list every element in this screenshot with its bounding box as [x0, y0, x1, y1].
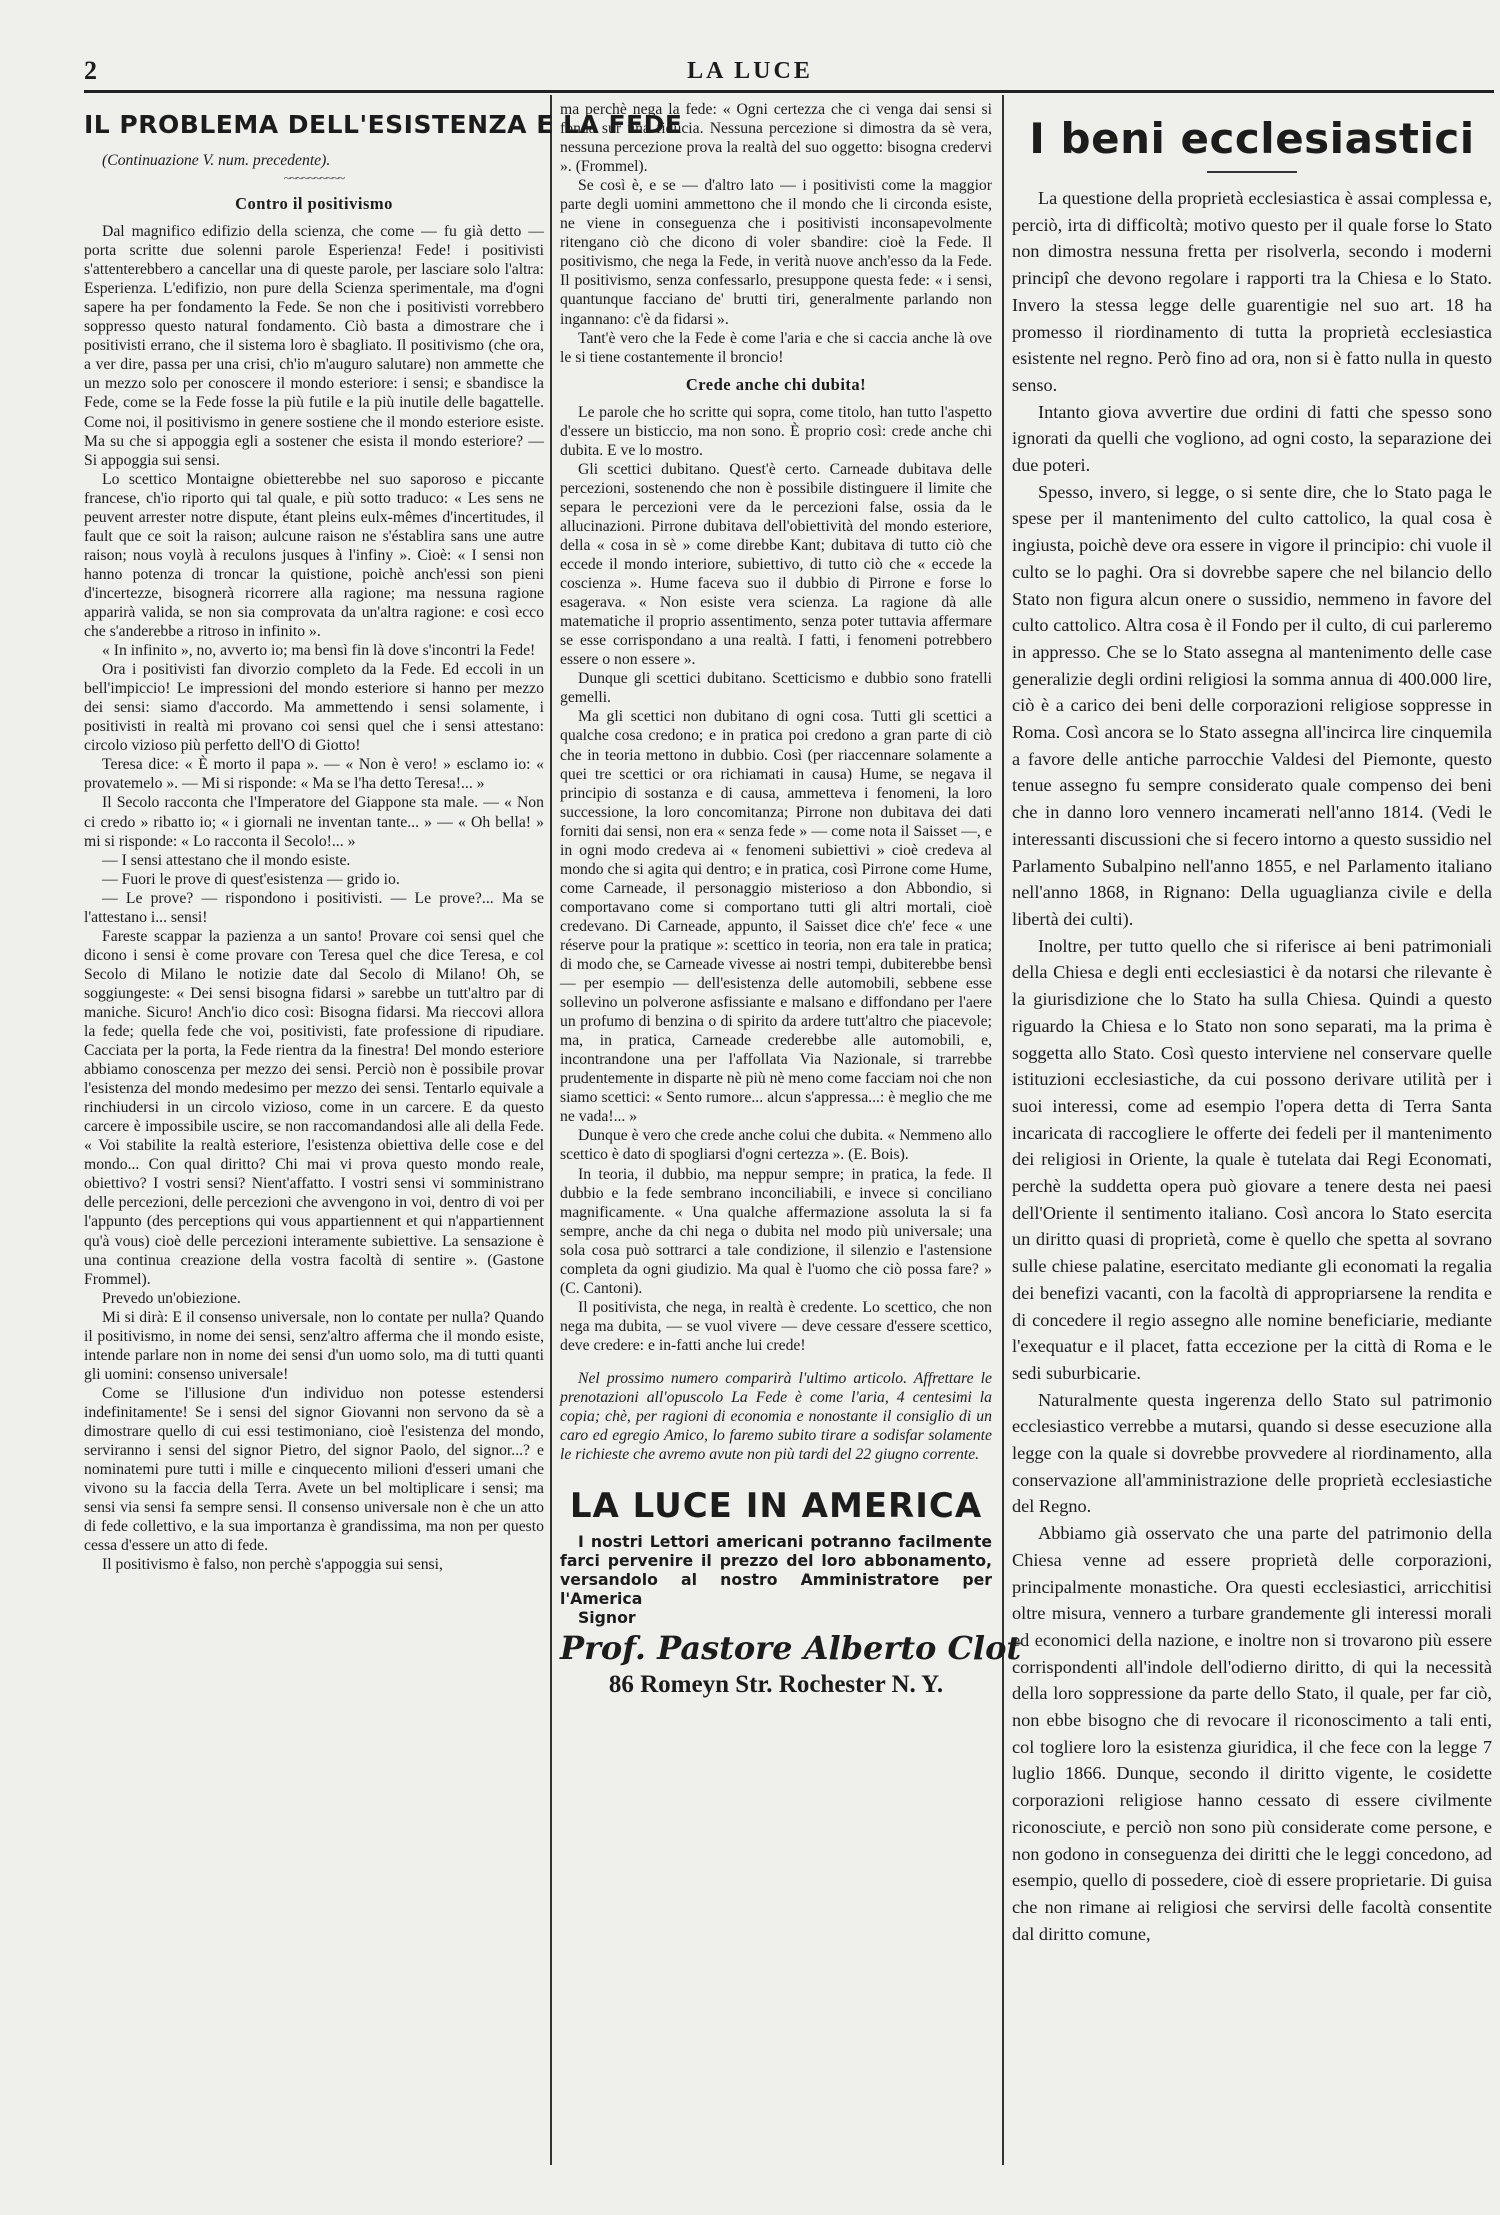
- paragraph: Inoltre, per tutto quello che si riferisce ai beni patrimoniali della Chiesa e degli enti ecclesiastici è da notarsi che rilevante è la giurisdizione che lo Stato ha sulla Chiesa. Quindi a questo riguardo la Chiesa e lo Stato non sono separati, ma la prima è soggetta allo Stato. Così questo interviene nel conservare quelle istituzioni ecclesiastiche, da cui possono derivare utilità per i suoi interessi, come ad esempio l'opera detta di Terra Santa incaricata di raccogliere le offerte dei fedeli per il mantenimento dei religiosi in Oriente, la quale è tutelata dai Regi Economati, perchè la suddetta opera può giovare a tenere desta nei paesi dell'Oriente il sentimento italiano. Così ancora lo Stato esercita un diritto quasi di proprietà, come è quello che spetta al sovrano sulle chiese palatine, esercitato mediante gli economati la regalia dei benefizi vacanti, con la facoltà di appropriarsene la rendita e di concedere il regio assegno alle nomine beneficiarie, mediante l'exequatur e il placet, fatta eccezione per la città di Roma e le sedi suburbicarie.: [1012, 935, 1492, 1383]
- paragraph: Intanto giova avvertire due ordini di fatti che spesso sono ignorati da quelli che vogliono, ad ogni costo, la separazione dei due poteri.: [1012, 401, 1492, 476]
- paragraph: Dal magnifico edifizio della scienza, che come — fu già detto — porta scritte due solenni parole Esperienza! Fede! i positivisti s'attenterebbero a cancellar una di queste parole, per lasciare solo l'altra: Esperienza. L'edifizio, non pure della Scienza sperimentale, ma d'ogni sapere ha per fondamento la Fede. Se non che i positivisti vorrebbero soppresso questo natural fondamento. Ciò basta a dimostrare che i positivisti errano, che il sistema loro è sbagliato. Il positivismo (che ora, a ver dire, passa per una crisi, ch'io m'auguro salutare) non ammette che un mezzo solo per conoscere il mondo esteriore: i sensi; e sbandisce la Fede, come se la Fede fosse la più futile e la più inutile delle bagattelle. Come noi, il positivismo in genere sostiene che il mondo esteriore esiste. Ma su che si appoggia egli a sostener che esista il mondo esteriore? — Si appoggia sui sensi.: [84, 223, 544, 469]
- article-title: IL PROBLEMA DELL'ESISTENZA E LA FEDE: [84, 110, 683, 139]
- paragraph: « In infinito », no, avverto io; ma bensì fin là dove s'incontri la Fede!: [102, 642, 536, 660]
- paragraph: — Le prove? — rispondono i positivisti. — Le prove?... Ma se l'attestano i... sensi!: [84, 889, 544, 926]
- paragraph: Spesso, invero, si legge, o si sente dire, che lo Stato paga le spese per il mantenimento del culto cattolico, la qual cosa è ingiusta, poichè deve ora essere in vigore il principio: chi vuole il culto se lo paghi. Ora si dovrebbe sapere che nel bilancio dello Stato non figura alcun onere o sussidio, nemmeno in favore del culto cattolico. Altra cosa è il Fondo per il culto, di cui parleremo in appresso. Che se lo Stato assegna al mantenimento delle case generalizie degli ordini religiosi la somma annua di 400.000 lire, ciò è a carico dei beni delle corporazioni religiose soppresse in Roma. Così ancora se lo Stato assegna all'incirca lire cinquemila a favore delle antiche parrocchie Valdesi del Piemonte, questo tenue assegno fu sempre considerato quale compenso dei beni che in danno loro vennero incamerati nell'anno 1814. (Vedi le interessanti discussioni che si fecero intorno a questo sussidio nel Parlamento Subalpino nell'anno 1855, e nel Parlamento italiano nell'anno 1868, in Rignano: Della uguaglianza civile e della libertà dei culti).: [1012, 481, 1492, 929]
- advertisement: [560, 1486, 1022, 1699]
- column-2: [560, 100, 1022, 2160]
- paragraph: Il Secolo racconta che l'Imperatore del Giappone sta male. — « Non ci credo » ribatto io; « i giornali ne inventan tante... » — « Oh bella! » mi si risponde: « Lo racconta il Secolo!... »: [84, 794, 544, 850]
- paragraph: Teresa dice: « È morto il papa ». — « Non è vero! » esclamo io: « provatemelo ». — Mi si risponde: « Ma se l'ha detto Teresa!... »: [84, 756, 544, 793]
- ad-title: LA LUCE IN AMERICA: [569, 1486, 983, 1527]
- paragraph: Dunque è vero che crede anche colui che dubita. « Nemmeno allo scettico è dato di spogliarsi d'ogni certezza ». (E. Bois).: [560, 1127, 992, 1164]
- ad-contact-name: Prof. Pastore Alberto Clot: [560, 1629, 1022, 1668]
- header-rule: [84, 90, 1494, 93]
- paragraph: Tant'è vero che la Fede è come l'aria e che si caccia anche là ove le si tiene costantemente il broncio!: [560, 329, 992, 366]
- notice-box: [560, 1369, 992, 1464]
- paragraph: Mi si dirà: E il consenso universale, non lo contate per nulla? Quando il positivismo, in nome dei sensi, senz'altro afferma che il mondo esiste, intende parlare non in nome dei sensi d'un uomo solo, ma di tutti quanti gli uomini: consenso universale!: [84, 1308, 544, 1383]
- ad-signor: Signor: [578, 1608, 636, 1628]
- article-title: I beni ecclesiastici: [1029, 114, 1475, 163]
- column-divider-1: [550, 95, 552, 2165]
- column-divider-2: [1002, 95, 1004, 2165]
- section-heading: Crede anche chi dubita!: [685, 374, 867, 394]
- running-title: LA LUCE: [687, 58, 813, 84]
- paragraph: Come se l'illusione d'un individuo non potesse estendersi indefinitamente! Se i sensi del signor Giovanni non servono da sè a dimostrare quello di cui essi testimoniano, cioè l'esistenza del mondo, serviranno i sensi del signor Pietro, del signor Paolo, del signor...? e nominatemi pure tutti i mille e cinquecento milioni d'esseri umani che vivono su la faccia della Terra. Avete un bel moltiplicare i sensi; ma sensi via sensi fa sempre sensi. Il consenso universale non è che un atto di fede collettivo, e la sua importanza è grandissima, ma non per questo cessa d'essere un atto di fede.: [84, 1384, 544, 1555]
- paragraph: — Fuori le prove di quest'esistenza — grido io.: [102, 870, 400, 888]
- paragraph: Ora i positivisti fan divorzio completo da la Fede. Ed eccoli in un bell'impiccio! Le impressioni del mondo esteriore si hanno per mezzo dei sensi: siamo d'accordo. Ma ammettendo i sensi solamente, i positivisti in realtà mi provano coi sensi quel che i sensi attestano: circolo vizioso più perfetto dell'O di Giotto!: [84, 661, 544, 755]
- paragraph: In teoria, il dubbio, ma neppur sempre; in pratica, la fede. Il dubbio e la fede sembrano inconciliabili, e invece si conciliano magnificamente. « Una qualche affermazione assoluta la si fa sempre, anche da chi nega o dubita nel modo più universale; una sola cosa può sottrarci a tale condizione, il silenzio e l'astensione completa da ogni giudizio. Ma qual è l'uomo che ciò possa fare? » (C. Cantoni).: [560, 1165, 992, 1297]
- paragraph: Abbiamo già osservato che una parte del patrimonio della Chiesa venne ad essere proprietà delle corporazioni, principalmente monastiche. Ora questi ecclesiastici, arricchitisi oltre misura, vennero a turbare grandemente gli interessi morali ed economici della nazione, e inoltre non si trovarono più essere corrispondenti all'indole dell'odierno diritto, di qui la necessità della loro soppressione da parte dello Stato, il quale, per far ciò, non ebbe bisogno che di revocare il riconoscimento a tali enti, col togliere loro la esistenza giuridica, il che fece con la legge 7 luglio 1866. Dunque, secondo il diritto vigente, le cosidette corporazioni religiose hanno cessato di essere civilmente riconosciute, e perciò non sono più considerate come persone, e non godono in conseguenza dei diritti che le leggi concedono, ad esempio, quello di possedere, cioè di essere proprietarie. Di guisa che non rimane ai religiosi che servirsi delle facoltà consentite dal diritto comune,: [1012, 1523, 1492, 1944]
- paragraph: Fareste scappar la pazienza a un santo! Provare coi sensi quel che dicono i sensi è come provare con Teresa quel che dice Teresa, e col Secolo di Milano le notizie date dal Secolo di Milano! Oh, se soggiungeste: « Dei sensi bisogna fidarsi » sarebbe un tutt'altro par di maniche. Sicuro! Anch'io dico così: Bisogna fidarsi. Ma rieccovi allora la fede; quella fede che voi, positivisti, fate professione di ripudiare. Cacciata per la porta, la Fede rientra da la finestra! Del mondo esteriore abbiamo conoscenza per mezzo dei sensi. Perciò non è possibile provar l'esistenza del mondo medesimo per mezzo dei sensi. Tentarlo equivale a rinchiudersi in un circolo vizioso, come in un carcere. E da questo carcere è impossibile uscire, se non raccomandandosi alle ali della Fede. « Voi stabilite la realtà esteriore, l'esistenza obiettiva delle cose e del mondo... Con qual diritto? Chi mai vi prova questo mondo reale, obiettivo? I vostri sensi? Nient'affatto. I vostri sensi vi somministrano delle percezioni, delle percezioni che avvengono in voi, dentro di voi per l'appunto (des perceptions qui vous appartiennent et qui n'appartiennent qu'à vous) cioè delle percezioni interamente subiettive. La sensazione è una continua creazione della vostra facoltà di sentire ». (Gastone Frommel).: [84, 927, 544, 1288]
- paragraph: Naturalmente questa ingerenza dello Stato sul patrimonio ecclesiastico verrebbe a mutarsi, quando si desse esecuzione alla legge con la quale si dovrebbe provvedere al riordinamento, alla conservazione all'amministrazione delle proprietà ecclesiastiche del Regno.: [1012, 1389, 1492, 1517]
- ad-body: I nostri Lettori americani potranno facilmente farci pervenire il prezzo del loro abbonamento, versandolo al nostro Amministratore per l'America: [560, 1532, 992, 1609]
- paragraph: — I sensi attestano che il mondo esiste.: [102, 851, 351, 869]
- ad-address: 86 Romeyn Str. Rochester N. Y.: [608, 1671, 944, 1699]
- section-heading: Contro il positivismo: [235, 194, 393, 214]
- paragraph: Se così è, e se — d'altro lato — i positivisti come la maggior parte degli uomini ammettono che il mondo che li circonda esiste, ne viene in conseguenza che i positivisti inconsapevolmente ritengano ciò che dicono di voler sbandire: cioè la Fede. Il positivismo, che nega la Fede, in verità nuove anch'esso da la Fede. Il positivismo, senza confessarlo, presuppone questa fede: « i sensi, quantunque facciano de' brutti tiri, generalmente parlando non ingannano: c'è da fidarsi ».: [560, 177, 992, 328]
- paragraph: Il positivismo è falso, non perchè s'appoggia sui sensi,: [102, 1556, 443, 1574]
- paragraph: ma perchè nega la fede: « Ogni certezza che ci venga dai sensi si fonda sur una fiducia. Nessuna percezione si dimostra da sè vera, nessuna percezione prova la realtà del suo oggetto: bisogna credervi ». (Frommel).: [560, 101, 992, 176]
- paragraph: Gli scettici dubitano. Quest'è certo. Carneade dubitava delle percezioni, sostenendo che non è possibile distinguere il limite che separa le percezioni vere da le percezioni false, ossia da le allucinazioni. Pirrone dubitava dell'obiettività del mondo esteriore, della « cosa in sè » come direbbe Kant; dubitava di tutto ciò che eccede il mondo interiore, subiettivo, di tutto ciò che « eccede la coscienza ». Hume faceva suo il dubbio di Pirrone e forse lo esagerava. « Non esiste vera scienza. La ragione dà alle matematiche il proprio assentimento, senza poter tuttavia affermare se esse corrispondano a una realtà. I fatti, i fenomeni potrebbero essere o non essere ».: [560, 460, 992, 669]
- notice-text: Nel prossimo numero comparirà l'ultimo articolo. Affrettare le prenotazioni all'opuscolo La Fede è come l'aria, 4 centesimi la copia; chè, per ragioni di economia e nonostante il consiglio di un caro ed egregio Amico, lo faremo subito tirare a sodisfar solamente le richieste che avremo avute non più tardi del 22 giugno corrente.: [560, 1370, 992, 1464]
- paragraph: Ma gli scettici non dubitano di ogni cosa. Tutti gli scettici a qualche cosa credono; e in pratica poi credono a gran parte di ciò che in teoria mettono in dubbio. Così (per riaccennare solamente a quei tre scettici or ora richiamati in causa) Hume, se negava il principio di sostanza e di causa, ammetteva i fenomeni, la loro successione, la loro concomitanza; Pirrone non dubitava dei dati forniti dai sensi, non era « senza fede » — come nota il Saisset —, e in ogni modo credeva ai « fenomeni subiettivi » cioè credeva al mondo che si agita qui dentro; e in pratica, così Pirrone come Hume, come Carneade, il personaggio misterioso a don Abbondio, si comportavano come si comportano tutti gli altri mortali, cioè credevano. Di Carneade, appunto, il Saisset dice ch'e' fece « une réserve pour la pratique »: scettico in teoria, non era tale in pratica; di modo che, se Carneade vivesse ai nostri tempi, dubiterebbe bensì — per esempio — dell'esistenza delle automobili, sebbene esse sollevino un polverone asfissiante e malsano e diffondano per l'aere un profumo di benzina o di spirito da ardere tutt'altro che piacevole; ma, in pratica, Carneade crederebbe alle automobili, e, incontrandone una per l'affollata Via Nazionale, si trarrebbe prudentemente in disparte nè più nè meno come facciam noi che non siamo scettici: « Sento rumore... alcun s'appressa...: è meglio che me ne vada!... »: [560, 708, 992, 1126]
- ornament-divider: ~~~~~~~~~~: [283, 170, 345, 186]
- paragraph: Il positivista, che nega, in realtà è credente. Lo scettico, che non nega ma dubita, — se vuol vivere — deve cessare d'essere scettico, deve credere: e in-fatti anche lui crede!: [560, 1298, 992, 1354]
- column-3: [1012, 100, 1492, 2160]
- article-subtitle: (Continuazione V. num. precedente).: [102, 152, 331, 169]
- paragraph: Prevedo un'obiezione.: [102, 1289, 241, 1307]
- paragraph: Le parole che ho scritte qui sopra, come titolo, han tutto l'aspetto d'essere un bisticcio, ma non sono. È proprio così: crede anche chi dubita. E ve lo mostro.: [560, 403, 992, 459]
- paragraph: Dunque gli scettici dubitano. Scetticismo e dubbio sono fratelli gemelli.: [560, 670, 992, 707]
- paragraph: La questione della proprietà ecclesiastica è assai complessa e, perciò, irta di difficoltà; motivo questo per il quale forse lo Stato non dimostra nessuna fretta per risolverla, secondo i moderni principî che devono regolare i rapporti tra la Chiesa e lo Stato. Invero la stessa legge delle guarentigie nel suo art. 18 ha promesso il riordinamento di tutta la proprietà ecclesiastica esistente nel regno. Però fino ad ora, non si è fatto nulla in questo senso.: [1012, 188, 1492, 395]
- page-number: 2: [84, 56, 97, 85]
- title-rule: [1207, 171, 1297, 173]
- column-1: [84, 100, 683, 2160]
- paragraph: Lo scettico Montaigne obietterebbe nel suo saporoso e piccante francese, ch'io riporto qui tal quale, e più sotto traduco: « Les sens ne peuvent arrester notre dispute, étant pleins eulx-mêmes d'incertitudes, il fault que ce soit la raison; aulcune raison ne s'éstablira sans une autre raison; nous voylà à reculons jusques à l'infiny ». Cioè: « I sensi non hanno potenza di troncar la quistione, poichè anch'essi son pieni d'incertezze, bisognerà ricorrere alla ragione; ma nessuna ragione apparirà valida, se non sia comprovata da un'altra ragione: e così ecco che s'anderebbe a ritroso in infinito ».: [84, 470, 544, 641]
